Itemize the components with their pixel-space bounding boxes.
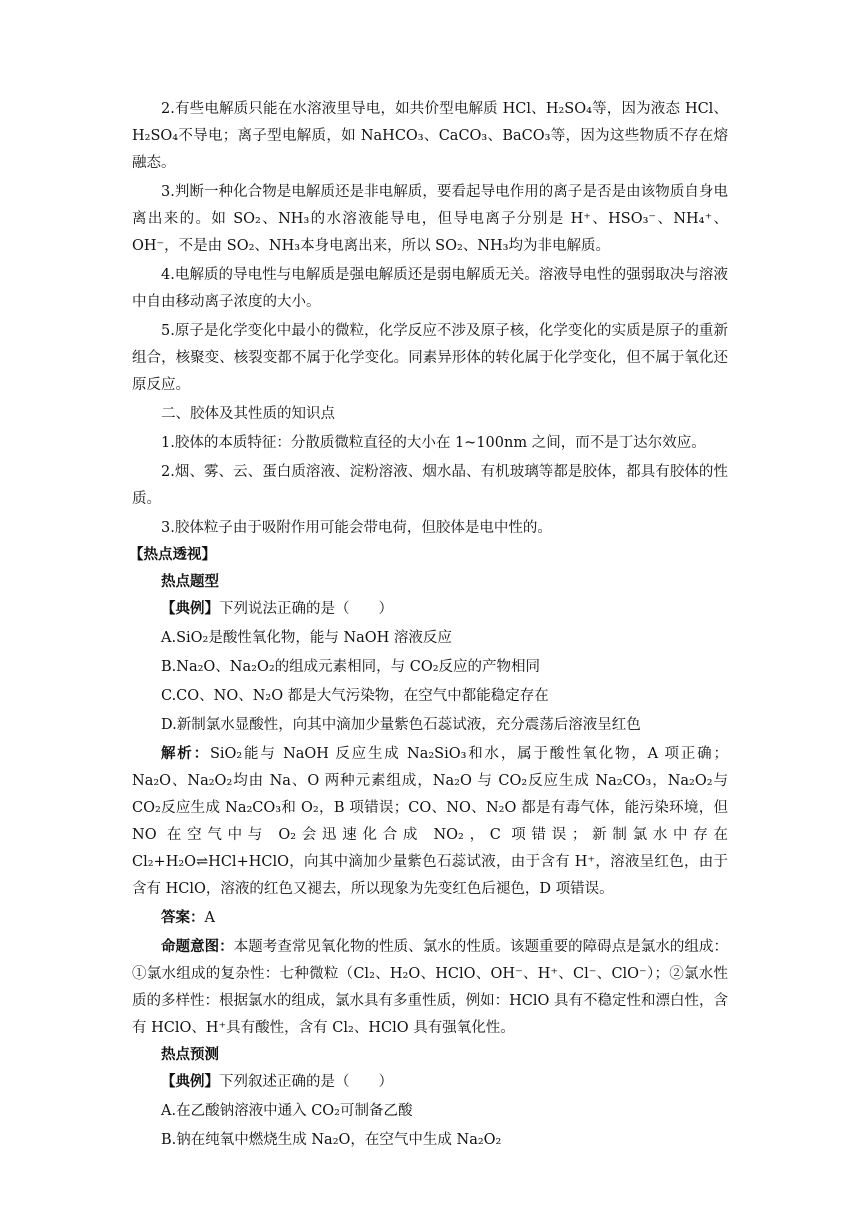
option-c: C.CO、NO、N₂O 都是大气污染物，在空气中都能稳定存在 <box>161 688 549 704</box>
paragraph-electrolyte-2: 2.有些电解质只能在水溶液里导电，如共价型电解质 HCl、H₂SO₄等，因为液态 HCl、H₂SO₄不导电；离子型电解质，如 NaHCO₃、CaCO₃、BaCO₃等，因为这些物质不存在熔融态。 <box>132 101 728 171</box>
analysis-label: 解析： <box>161 746 210 762</box>
example2-label: 【典例】 <box>161 1074 219 1090</box>
paragraph-colloid-2: 2.烟、雾、云、蛋白质溶液、淀粉溶液、烟水晶、有机玻璃等都是胶体，都具有胶体的性质。 <box>132 464 728 507</box>
answer-value: A <box>204 910 215 926</box>
hot-type-subheader: 热点题型 <box>161 574 219 590</box>
option-b: B.Na₂O、Na₂O₂的组成元素相同，与 CO₂反应的产物相同 <box>161 659 541 675</box>
paragraph-colloid-3: 3.胶体粒子由于吸附作用可能会带电荷，但胶体是电中性的。 <box>161 520 552 536</box>
hot-topics-header: 【热点透视】 <box>129 547 216 563</box>
intent-text: 本题考查常见氧化物的性质、氯水的性质。该题重要的障碍点是氯水的组成：①氯水组成的复杂性：七种微粒（Cl₂、H₂O、HClO、OH⁻、H⁺、Cl⁻、ClO⁻）；②氯水性质的多样性：根据氯水的组成，氯水具有多重性质，例如：HClO 具有不稳定性和漂白性，含有 HClO、H⁺具有酸性，含有 Cl₂、HClO 具有强氧化性。 <box>132 939 729 1036</box>
example-question-text: 下列说法正确的是（ ） <box>219 601 393 617</box>
option2-b: B.钠在纯氧中燃烧生成 Na₂O，在空气中生成 Na₂O₂ <box>161 1132 502 1148</box>
intent-paragraph <box>132 934 728 1042</box>
paragraph-electrolyte-3: 3.判断一种化合物是电解质还是非电解质，要看起导电作用的离子是否是由该物质自身电离出来的。如 SO₂、NH₃的水溶液能导电，但导电离子分别是 H⁺、HSO₃⁻、NH₄⁺、OH⁻，不是由 SO₂、NH₃本身电离出来，所以 SO₂、NH₃均为非电解质。 <box>132 184 728 254</box>
intent-label: 命题意图： <box>161 939 234 955</box>
example2-question-text: 下列叙述正确的是（ ） <box>219 1074 393 1090</box>
example-question-2 <box>132 1069 728 1096</box>
paragraph-electrolyte-5: 5.原子是化学变化中最小的微粒，化学反应不涉及原子核，化学变化的实质是原子的重新组合，核聚变、核裂变都不属于化学变化。同素异形体的转化属于化学变化，但不属于氧化还原反应。 <box>132 323 728 393</box>
example-question-1 <box>132 596 728 623</box>
answer-paragraph <box>132 905 728 932</box>
analysis-text: SiO₂能与 NaOH 反应生成 Na₂SiO₃和水，属于酸性氧化物，A 项正确；Na₂O、Na₂O₂均由 Na、O 两种元素组成，Na₂O 与 CO₂反应生成 Na₂CO₃，Na₂O₂与 CO₂反应生成 Na₂CO₃和 O₂，B 项错误；CO、NO、N₂O 都是有毒气体，能污染环境，但 NO 在空气中与 O₂会迅速化合成 NO₂，C 项错误；新制氯水中存在 Cl₂+H₂O⇌HCl+HClO，向其中滴加少量紫色石蕊试液，由于含有 H⁺，溶液呈红色，由于含有 HClO，溶液的红色又褪去，所以现象为先变红色后褪色，D 项错误。 <box>132 746 728 897</box>
example-label: 【典例】 <box>161 601 219 617</box>
section-colloid-title: 二、胶体及其性质的知识点 <box>161 406 335 422</box>
option-d: D.新制氯水显酸性，向其中滴加少量紫色石蕊试液，充分震荡后溶液呈红色 <box>161 717 641 733</box>
answer-label: 答案： <box>161 910 205 926</box>
analysis-paragraph <box>132 741 728 903</box>
hot-predict-subheader: 热点预测 <box>161 1047 219 1063</box>
option-a: A.SiO₂是酸性氧化物，能与 NaOH 溶液反应 <box>161 630 452 646</box>
paragraph-electrolyte-4: 4.电解质的导电性与电解质是强电解质还是弱电解质无关。溶液导电性的强弱取决与溶液中自由移动离子浓度的大小。 <box>132 267 728 310</box>
paragraph-colloid-1: 1.胶体的本质特征：分散质微粒直径的大小在 1~100nm 之间，而不是丁达尔效应。 <box>161 435 706 451</box>
option2-a: A.在乙酸钠溶液中通入 CO₂可制备乙酸 <box>161 1103 413 1119</box>
